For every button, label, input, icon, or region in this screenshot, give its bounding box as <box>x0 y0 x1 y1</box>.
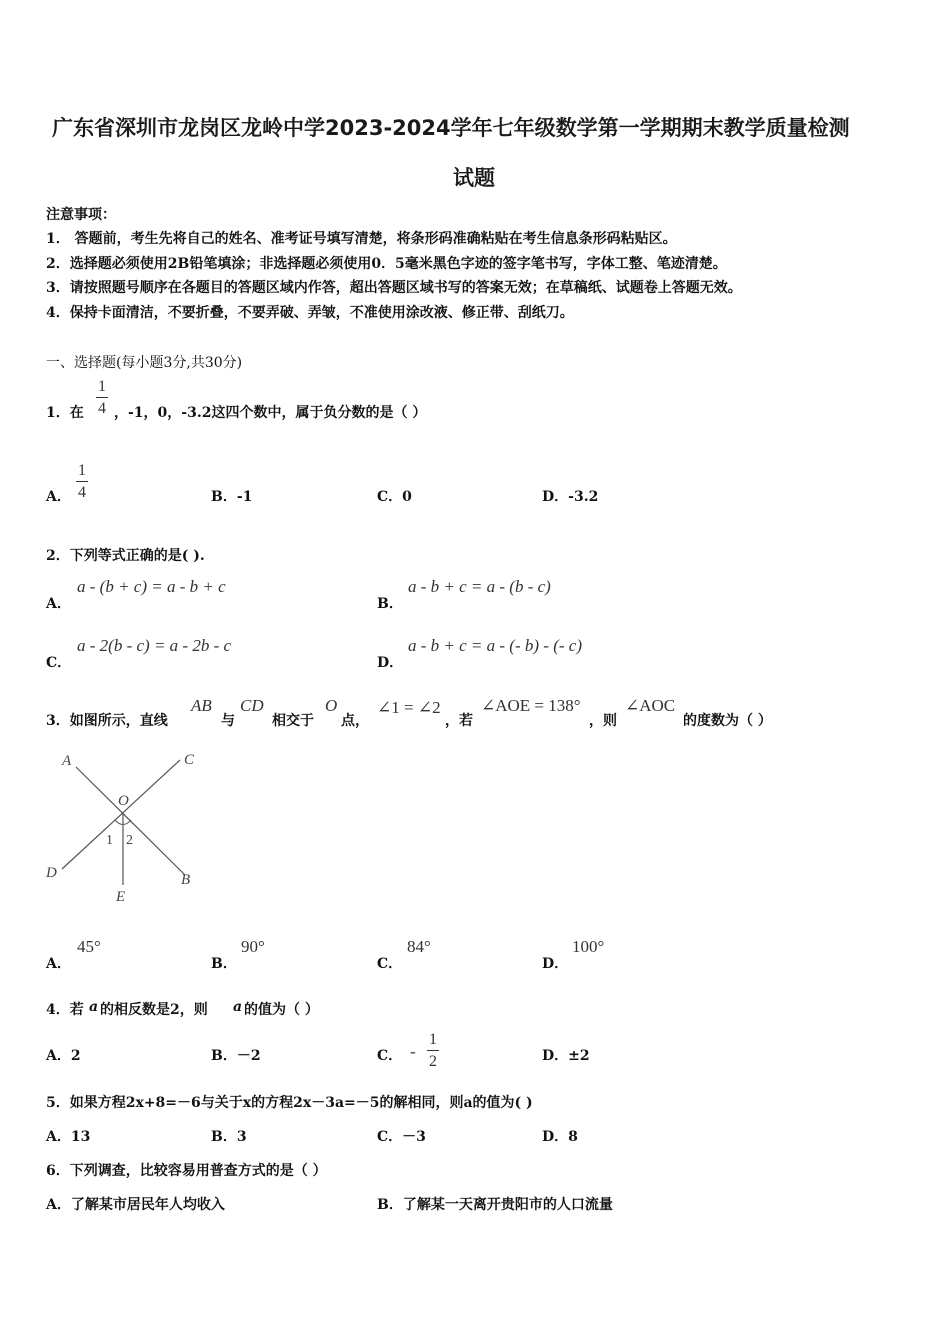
q6-stem: 6．下列调查，比较容易用普查方式的是（ ） <box>46 1163 327 1179</box>
q1-option-a-fraction <box>76 462 88 502</box>
q3-option-a-value: 45° <box>77 937 101 956</box>
q4-variable-a: a <box>233 999 243 1015</box>
q4-prefix: 4．若 <box>46 1002 84 1018</box>
q4-middle: 的相反数是2，则 <box>100 1002 208 1018</box>
q1-option-d: D．-3.2 <box>542 489 599 505</box>
q1-option-c: C．0 <box>377 489 412 505</box>
fraction-denominator: 2 <box>429 1053 437 1070</box>
section-heading: 一、选择题(每小题3分,共30分) <box>46 355 243 371</box>
q5-option-a: A．13 <box>46 1129 91 1145</box>
q4-option-a: A．2 <box>46 1048 81 1064</box>
q2-stem: 2．下列等式正确的是( ). <box>46 548 205 564</box>
q4-option-c-fraction <box>427 1031 439 1071</box>
q3-text-ze: ，则 <box>589 713 617 729</box>
q6-option-a: A．了解某市居民年人均收入 <box>46 1197 225 1213</box>
label-e: E <box>116 889 126 905</box>
fraction-bar <box>76 481 88 482</box>
fraction-denominator: 4 <box>98 400 106 417</box>
q3-suffix: 的度数为（ ） <box>683 713 772 729</box>
label-d: D <box>46 865 57 881</box>
notice-item: 1． 答题前，考生先将自己的姓名、准考证号填写清楚，将条形码准确粘贴在考生信息条形码粘贴区。 <box>46 231 677 247</box>
q2-option-a-label: A． <box>46 596 71 612</box>
fraction-bar <box>427 1050 439 1051</box>
q2-option-a-expr: a - (b + c) = a - b + c <box>77 577 226 596</box>
q4-option-c-label: C． <box>377 1048 403 1064</box>
fraction-numerator: 1 <box>78 462 86 479</box>
q5-option-b: B．3 <box>211 1129 247 1145</box>
q4-option-c-sign: - <box>410 1042 416 1061</box>
q3-option-d-label: D． <box>542 956 569 972</box>
notice-item: 2．选择题必须使用2B铅笔填涂；非选择题必须使用0．5毫米黑色字迹的签字笔书写，字体工整、笔迹清楚。 <box>46 256 727 272</box>
q3-angle-aoe: ∠AOE = 138° <box>481 696 581 715</box>
q3-prefix: 3．如图所示，直线 <box>46 713 168 729</box>
q2-option-b-expr: a - b + c = a - (b - c) <box>408 577 551 596</box>
label-angle-1: 1 <box>106 833 113 848</box>
q4-option-b: B．－2 <box>211 1048 261 1064</box>
q3-text-dian: 点， <box>341 713 369 729</box>
q5-option-c: C．－3 <box>377 1129 426 1145</box>
q3-text-ruo: ，若 <box>445 713 473 729</box>
q3-text-xiangjiao: 相交于 <box>272 713 314 729</box>
q2-option-b-label: B． <box>377 596 403 612</box>
q2-option-c-label: C． <box>46 655 72 671</box>
q4-suffix: 的值为（ ） <box>244 1002 319 1018</box>
q1-prefix: 1．在 <box>46 405 84 421</box>
q2-option-d-label: D． <box>377 655 404 671</box>
q3-option-c-label: C． <box>377 956 403 972</box>
q1-fraction <box>96 378 108 418</box>
page-title: 广东省深圳市龙岗区龙岭中学2023-2024学年七年级数学第一学期期末教学质量检测 <box>52 116 850 140</box>
q3-figure <box>40 745 210 910</box>
q3-option-b-value: 90° <box>241 937 265 956</box>
q3-point-o: O <box>325 696 338 715</box>
q1-option-a-label: A． <box>46 489 71 505</box>
q1-stem: ，-1，0，-3.2这四个数中，属于负分数的是（ ） <box>114 405 427 421</box>
q3-option-a-label: A． <box>46 956 71 972</box>
fraction-numerator: 1 <box>429 1031 437 1048</box>
q1-option-b: B．-1 <box>211 489 253 505</box>
notice-heading: 注意事项： <box>46 207 116 223</box>
q4-option-d: D．±2 <box>542 1048 590 1064</box>
q6-option-b: B．了解某一天离开贵阳市的人口流量 <box>377 1197 613 1213</box>
label-b: B <box>181 872 191 888</box>
q5-stem: 5．如果方程2x+8=－6与关于x的方程2x－3a=－5的解相同，则a的值为( ) <box>46 1095 533 1111</box>
q3-option-b-label: B． <box>211 956 237 972</box>
q3-line-ab: AB <box>191 696 212 715</box>
q2-option-c-expr: a - 2(b - c) = a - 2b - c <box>77 636 232 655</box>
q2-option-d-expr: a - b + c = a - (- b) - (- c) <box>408 636 582 655</box>
label-angle-2: 2 <box>126 833 133 848</box>
q3-option-d-value: 100° <box>572 937 605 956</box>
fraction-numerator: 1 <box>98 378 106 395</box>
fraction-bar <box>96 397 108 398</box>
q3-angle-aoc: ∠AOC <box>625 696 676 715</box>
q5-option-d: D．8 <box>542 1129 578 1145</box>
q3-line-cd: CD <box>240 696 264 715</box>
label-a: A <box>62 753 72 769</box>
q3-option-c-value: 84° <box>407 937 431 956</box>
label-c: C <box>184 752 195 768</box>
label-o: O <box>118 793 129 809</box>
notice-item: 4．保持卡面清洁，不要折叠，不要弄破、弄皱，不准使用涂改液、修正带、刮纸刀。 <box>46 305 574 321</box>
q4-variable-a: a <box>89 999 99 1015</box>
page-title-line2: 试题 <box>453 166 495 190</box>
q3-text-yu: 与 <box>221 713 235 729</box>
notice-item: 3．请按照题号顺序在各题目的答题区域内作答，超出答题区域书写的答案无效；在草稿纸、试题卷上答题无效。 <box>46 280 742 296</box>
fraction-denominator: 4 <box>78 484 86 501</box>
q3-angle-equality: ∠1 = ∠2 <box>377 698 441 717</box>
